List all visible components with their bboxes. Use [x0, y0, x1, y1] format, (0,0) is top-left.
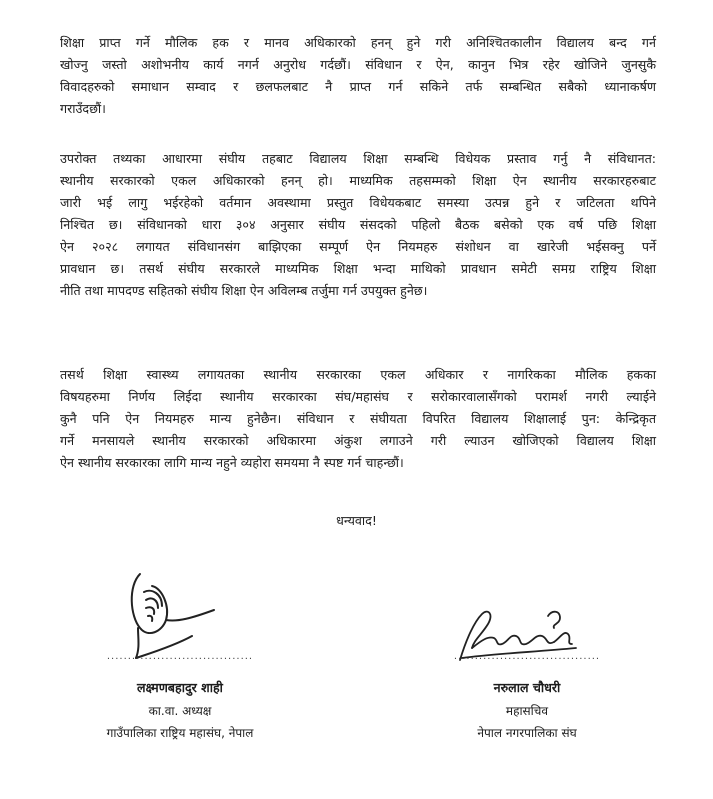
paragraph-line: प्रावधान छ। तसर्थ संघीय सरकारले माध्यमिक शिक्षा भन्दा माथिको प्रावधान समेटी समग्र राष्ट्रिय शिक्षा [60, 261, 656, 276]
paragraph-line: शिक्षा प्राप्त गर्ने मौलिक हक र मानव अधिकारको हनन् हुने गरी अनिश्चितकालीन विद्यालय बन्द गर्न [60, 35, 656, 50]
paragraph-line: जारी भई लागु भईरहेको वर्तमान अवस्थामा प्रस्तुत विधेयकबाट समस्या उत्पन्न हुने र जटिलता थपिने [60, 195, 656, 210]
signatory-role: महासचिव [505, 704, 549, 718]
paragraph-line: निश्चित छ। संविधानको धारा ३०४ अनुसार संघीय संसदको पहिलो बैठक बसेको एक वर्ष पछि शिक्षा [60, 217, 656, 232]
signatory-organization: नेपाल नगरपालिका संघ [477, 726, 577, 740]
paragraph-line: स्थानीय सरकारको एकल अधिकारको हनन् हो। माध्यमिक तहसम्मको शिक्षा ऐन स्थानीय सरकारहरुबाट [60, 173, 656, 188]
signature-dotted-line: ................................... [106, 652, 254, 662]
paragraph-line: ऐन स्थानीय सरकारका लागि मान्य नहुने व्यहोरा समयमा नै स्पष्ट गर्न चाहन्छौं। [60, 455, 404, 470]
paragraph-line: ऐन २०२८ लगायत संविधानसंग बाझिएका सम्पूर्ण ऐन नियमहरु संशोधन वा खारेजी भईसक्नु पर्ने [60, 239, 656, 254]
signatory-role: का.वा. अध्यक्ष [148, 704, 212, 718]
paragraph-3 [60, 364, 656, 474]
paragraph-line: खोज्नु जस्तो अशोभनीय कार्य नगर्न अनुरोध गर्दछौं। संविधान र ऐन, कानुन भित्र रहेर खोजिने जुनसुकै [60, 57, 656, 72]
paragraph-line: विवादहरुको समाधान सम्वाद र छलफलबाट नै प्राप्त गर्न सकिने तर्फ सम्बन्धित सबैको ध्यानाकर्षण [60, 79, 656, 94]
paragraph-line: गराउँदछौं। [60, 101, 106, 116]
paragraph-2 [60, 148, 656, 302]
signature-block-right [420, 652, 634, 744]
paragraph-line: कुनै पनि ऐन नियमहरु मान्य हुनेछैन। संविधान र संघीयता विपरित विद्यालय शिक्षालाई पुन: केन्द्रिकृत [60, 411, 656, 426]
signature-block-left [66, 652, 294, 744]
paragraph-line: तसर्थ शिक्षा स्वास्थ्य लगायतका स्थानीय सरकारका एकल अधिकार र नागरिकका मौलिक हकका [60, 367, 656, 382]
signature-dotted-line: ................................... [453, 652, 601, 662]
signatory-name: नरुलाल चौधरी [493, 680, 561, 695]
thanks-text: धन्यवाद! [336, 513, 377, 528]
paragraph-line: नीति तथा मापदण्ड सहितको संघीय शिक्षा ऐन अविलम्ब तर्जुमा गर्न उपयुक्त हुनेछ। [60, 283, 428, 298]
paragraph-line: उपरोक्त तथ्यका आधारमा संघीय तहबाट विद्यालय शिक्षा सम्बन्धि विधेयक प्रस्ताव गर्नु नै संविधानत: [60, 151, 656, 166]
paragraph-line: विषयहरुमा निर्णय लिईदा स्थानीय सरकारका संघ/महासंघ र सरोकारवालासँगको परामर्श नगरी ल्याईने [60, 389, 656, 404]
signatory-name: लक्ष्मणबहादुर शाही [137, 680, 223, 695]
signatory-organization: गाउँपालिका राष्ट्रिय महासंघ, नेपाल [106, 726, 254, 740]
paragraph-1 [60, 32, 656, 120]
paragraph-line: गर्ने मनसायले स्थानीय सरकारको अधिकारमा अंकुश लगाउने गरी ल्याउन खोजिएको विद्यालय शिक्षा [60, 433, 656, 448]
left-signature-icon [118, 566, 228, 662]
